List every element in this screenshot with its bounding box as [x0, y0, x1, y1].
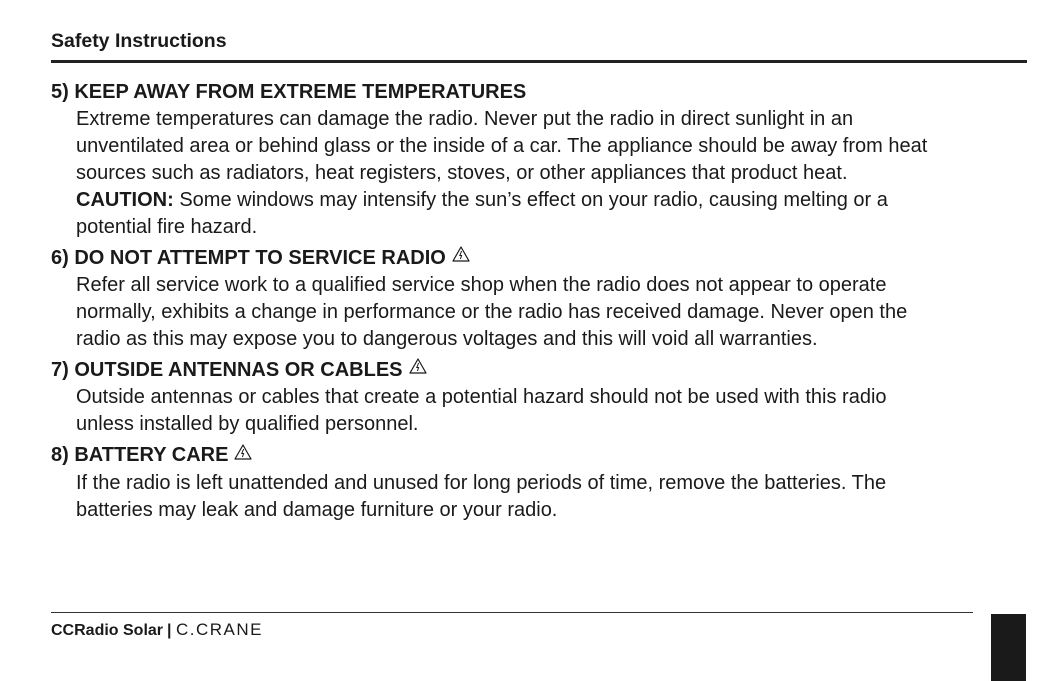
page-title: Safety Instructions	[51, 30, 227, 52]
section-body: Outside antennas or cables that create a potential hazard should not be used with this radio unless installed by qualified personnel.	[76, 386, 887, 436]
section-body: Refer all service work to a qualified service shop when the radio does not appear to operate normally, exhibits a change in performance or the radio has received damage. Never open the radio as this may expose you to dangerous voltages and this will void all warranties.	[76, 274, 908, 351]
section-body: If the radio is left unattended and unused for long periods of time, remove the batteries. The batteries may leak and damage furniture or your radio.	[76, 471, 887, 521]
footer-divider	[51, 612, 973, 613]
svg-text:C.CRANE: C.CRANE	[175, 620, 263, 637]
section-heading: 8) BATTERY CARE	[51, 442, 1036, 469]
brand-logo	[176, 621, 298, 642]
section-body: Extreme temperatures can damage the radio. Never put the radio in direct sunlight in an unventilated area or behind glass or the inside of a car. The appliance should be away from heat sources such as radiators, heat registers, stoves, or other appliances that product heat. CAUTION: Some windows may intensify the sun’s effect on your radio, causing melting or a potential fire hazard.	[76, 108, 928, 238]
warning-triangle-icon	[409, 355, 427, 382]
section-heading: 5) KEEP AWAY FROM EXTREME TEMPERATURES	[51, 81, 527, 103]
section-battery-care	[51, 442, 1036, 523]
section-do-not-service	[51, 245, 1036, 353]
product-name: CCRadio Solar	[51, 622, 164, 639]
instructions-list	[51, 79, 1036, 528]
section-outside-antennas	[51, 357, 1036, 438]
caution-label: CAUTION:	[76, 189, 174, 211]
warning-triangle-icon	[452, 243, 470, 270]
warning-triangle-icon	[234, 441, 252, 468]
page-edge-tab	[991, 614, 1026, 681]
section-heading: 7) OUTSIDE ANTENNAS OR CABLES	[51, 357, 1036, 384]
footer	[51, 621, 298, 641]
footer-separator: |	[167, 622, 172, 639]
header-divider	[51, 60, 1027, 63]
section-extreme-temperatures	[51, 79, 1036, 241]
section-heading: 6) DO NOT ATTEMPT TO SERVICE RADIO	[51, 245, 1036, 272]
